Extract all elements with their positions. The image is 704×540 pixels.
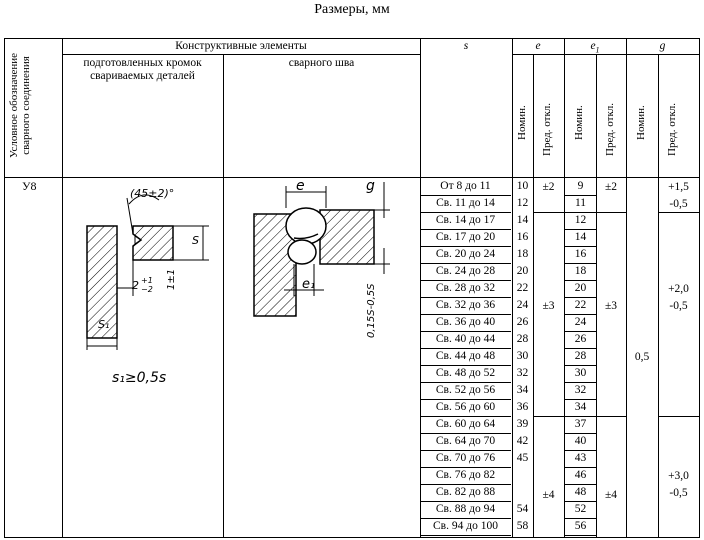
e-nom-cell [512, 484, 533, 501]
e1-tol-header: Пред. откл. [604, 102, 616, 156]
e-nom-cell: 12 [516, 197, 529, 209]
e1-nom-header: Номин. [573, 105, 585, 140]
e-nom-cell: 14 [516, 214, 529, 226]
e-nom-cell: 24 [516, 299, 529, 311]
s-range-cell: Св. 76 до 82 [420, 467, 511, 485]
weld-seam-drawing [224, 178, 420, 358]
group-divider [533, 212, 564, 213]
s-range-cell: Св. 17 до 20 [420, 229, 511, 247]
e1-nom-cell: 24 [565, 314, 596, 332]
e1-nom-cell: 48 [565, 484, 596, 502]
gap-tol-bot: −2 [141, 285, 153, 294]
e1-tol-group3: ±4 [604, 489, 618, 501]
e-tol-header: Пред. откл. [541, 102, 553, 156]
s-range-cell: Св. 88 до 94 [420, 501, 511, 519]
e1-nom-cell: 34 [565, 399, 596, 417]
s-range-cell: Св. 40 до 44 [420, 331, 511, 349]
e-nom-cell: 54 [516, 503, 529, 515]
e1-nom-cell: 12 [565, 212, 596, 230]
e1-nom-cell: 9 [565, 178, 596, 196]
e1-header: $e_1$ [590, 40, 600, 55]
group-divider [596, 416, 626, 417]
s-header: s [463, 40, 469, 52]
group-divider [596, 212, 626, 213]
e1-nom-cell: 46 [565, 467, 596, 485]
e1-nom-cell: 18 [565, 263, 596, 281]
s-range-cell: Св. 70 до 76 [420, 450, 511, 468]
weld-seam-header: сварного шва [288, 57, 355, 69]
s-range-cell: Св. 82 до 88 [420, 484, 511, 502]
e1-nom-cell: 30 [565, 365, 596, 383]
e-nom-cell: 36 [516, 401, 529, 413]
e-nom-cell: 42 [516, 435, 529, 447]
e1-nom-cell: 43 [565, 450, 596, 468]
g-dim-label: g [366, 178, 375, 194]
gap-tol-top: +1 [141, 276, 153, 285]
e1-tol-group1: ±2 [604, 181, 618, 193]
e-tol-group3: ±4 [542, 489, 555, 501]
group-divider [533, 416, 564, 417]
e-nom-cell [512, 467, 533, 484]
group-divider [658, 212, 699, 213]
page-title: Размеры, мм [314, 2, 390, 17]
depth-dim-label: 0,15S-0,5S [366, 283, 377, 338]
e-nom-cell: 22 [516, 282, 529, 294]
s-range-cell: Св. 64 до 70 [420, 433, 511, 451]
s-range-cell: От 8 до 11 [420, 178, 511, 196]
e1-nom-cell: 11 [565, 195, 596, 213]
g-tol-header: Пред. откл. [666, 102, 678, 156]
e1-nom-cell: 26 [565, 331, 596, 349]
e1-nom-cell: 56 [565, 518, 596, 536]
g-tol-group2: +2,0 -0,5 [668, 283, 689, 312]
g-nom-value: 0,5 [634, 351, 650, 363]
e1-nom-cell: 52 [565, 501, 596, 519]
g-header: g [659, 40, 666, 52]
angle-label: (45±2)° [130, 187, 175, 200]
edge-formula: s₁≥0,5s [112, 370, 167, 386]
e-nom-cell: 20 [516, 265, 529, 277]
s-range-cell: Св. 36 до 40 [420, 314, 511, 332]
s-range-cell: Св. 28 до 32 [420, 280, 511, 298]
e-nom-cell: 26 [516, 316, 529, 328]
designation-header: Условное обозначение сварного соединения [8, 52, 32, 159]
e-tol-group2: ±3 [542, 300, 555, 312]
e-nom-cell: 30 [516, 350, 529, 362]
s-range-cell: Св. 32 до 36 [420, 297, 511, 315]
e-nom-cell: 58 [516, 520, 529, 532]
s-range-cell: Св. 48 до 52 [420, 365, 511, 383]
group-divider [658, 416, 699, 417]
e-header: e [535, 40, 541, 52]
e-nom-cell: 18 [516, 248, 529, 260]
e-nom-cell: 45 [516, 452, 529, 464]
e-nom-header: Номин. [516, 105, 528, 140]
e1-nom-cell: 37 [565, 416, 596, 434]
e1-nom-cell: 40 [565, 433, 596, 451]
e1-nom-cell: 20 [565, 280, 596, 298]
g-tol-group3: +3,0 -0,5 [668, 470, 689, 499]
s-range-cell: Св. 94 до 100 [420, 518, 511, 536]
e-nom-cell: 16 [516, 231, 529, 243]
e-nom-cell: 32 [516, 367, 529, 379]
e-tol-group1: ±2 [542, 181, 555, 193]
e1-nom-cell: 14 [565, 229, 596, 247]
s-range-cell: Св. 20 до 24 [420, 246, 511, 264]
e-nom-cell: 34 [516, 384, 529, 396]
e1-dim-label: e₁ [302, 277, 316, 292]
s-range-cell: Св. 14 до 17 [420, 212, 511, 230]
prepared-edges-header: подготовленных кромок свариваемых деталей [83, 57, 202, 82]
s1-dim-label: S₁ [98, 318, 110, 331]
e1-nom-cell: 32 [565, 382, 596, 400]
s-range-cell: Св. 44 до 48 [420, 348, 511, 366]
s-range-cell: Св. 52 до 56 [420, 382, 511, 400]
struct-elements-header: Конструктивные элементы [175, 40, 307, 52]
e1-nom-cell: 16 [565, 246, 596, 264]
e-nom-cell: 28 [516, 333, 529, 345]
e1-nom-cell: 22 [565, 297, 596, 315]
s-range-cell: Св. 24 до 28 [420, 263, 511, 281]
s-range-cell: Св. 56 до 60 [420, 399, 511, 417]
e1-tol-group2: ±3 [604, 300, 618, 312]
e1-nom-cell: 28 [565, 348, 596, 366]
e-nom-cell: 39 [516, 418, 529, 430]
root-label: 1±1 [166, 268, 177, 290]
e-dim-label: e [296, 178, 305, 194]
e-nom-cell: 10 [516, 180, 529, 192]
s-dim-label: S [192, 234, 199, 247]
g-tol-group1: +1,5 -0,5 [668, 181, 689, 210]
gap-label: 2 [132, 279, 139, 292]
designation-value: У8 [22, 179, 37, 193]
s-range-cell: Св. 11 до 14 [420, 195, 511, 213]
s-range-cell: Св. 60 до 64 [420, 416, 511, 434]
g-nom-header: Номин. [635, 105, 647, 140]
